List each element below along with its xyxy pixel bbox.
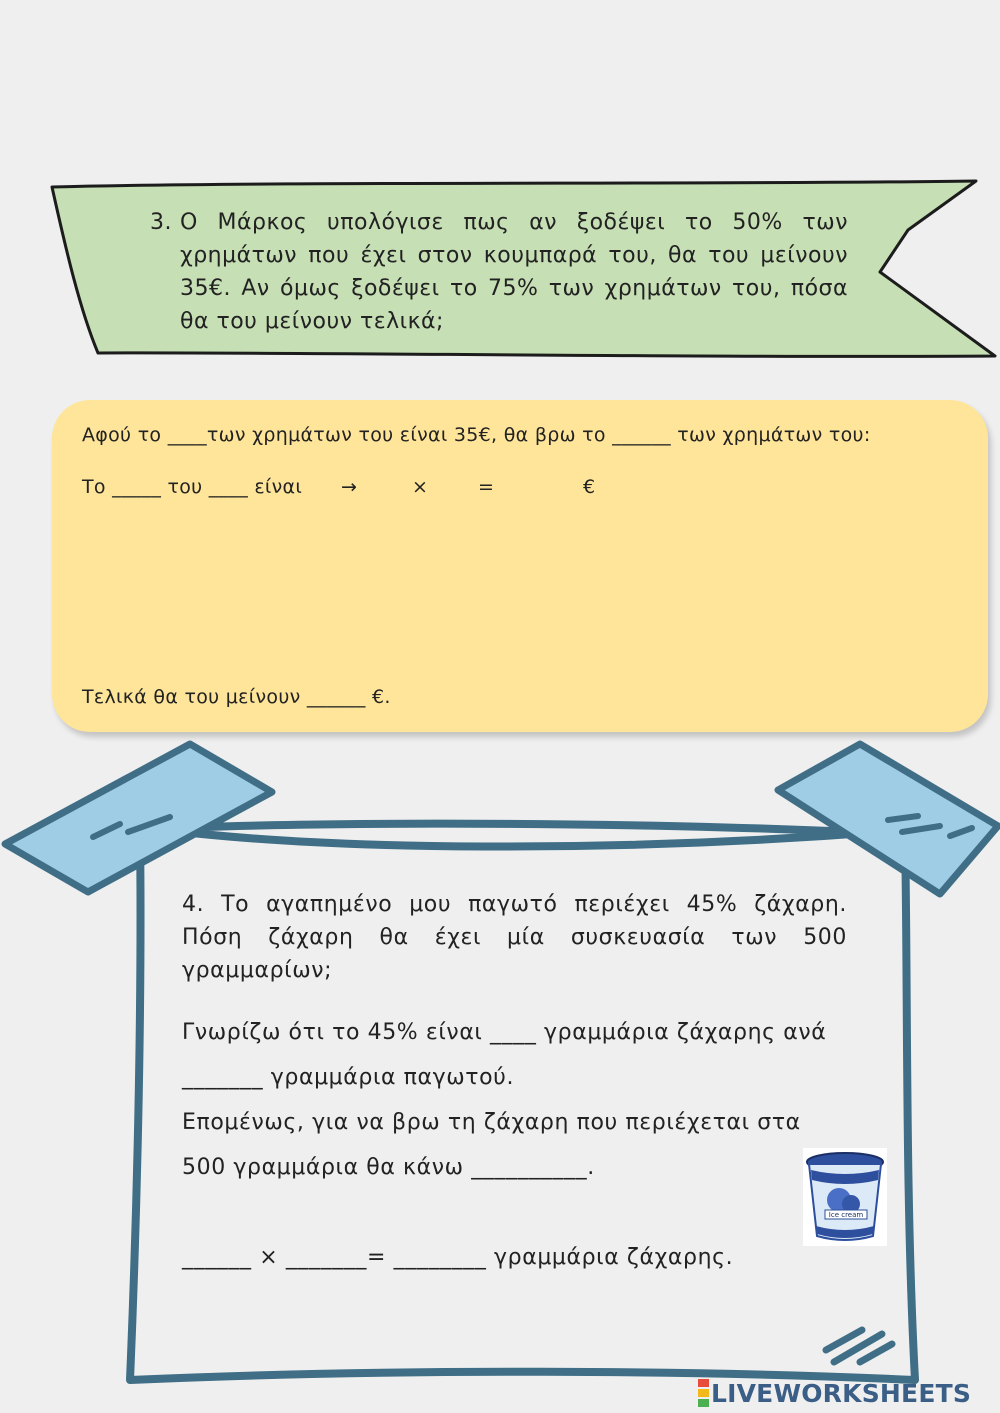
liveworksheets-logo [698,1378,971,1408]
logo-text: LIVEWORKSHEETS [711,1378,972,1408]
question3-number: 3. [150,210,172,235]
question4-line3: Επομένως, για να βρω τη ζάχαρη που περιέχεται στα [182,1110,801,1135]
times-sign: × [412,476,429,498]
euro-sign: € [583,476,596,498]
question3-text-block [150,206,848,338]
question3-ribbon [0,0,1000,400]
question3-answer-box [52,400,988,732]
ice-cream-label: Ice cream [828,1211,864,1219]
question3-final-line: Τελικά θα του μείνουν ______ €. [82,686,391,708]
question4-line4: 500 γραμμάρια θα κάνω __________. [182,1155,595,1180]
ice-cream-tub-icon [803,1148,887,1246]
question4-text-block [182,888,847,987]
question4-line1: Γνωρίζω ότι το 45% είναι ____ γραμμάρια ζάχαρης ανά [182,1020,827,1045]
question3-line2: Το _____ του ____ είναι [82,476,303,498]
logo-blocks-icon [698,1379,709,1407]
right-tape [778,744,998,894]
question3-line1: Αφού το ____των χρημάτων του είναι 35€, θα βρω το ______ των χρημάτων του: [82,424,871,446]
question4-line5: ______ × _______= ________ γραμμάρια ζάχαρης. [182,1245,734,1270]
question3-text: Ο Μάρκος υπολόγισε πως αν ξοδέψει το 50% των χρημάτων που έχει στον κουμπαρά του, θα του μείνουν 35€. Αν όμως ξοδέψει το 75% των χρημάτων του, πόσα θα του μείνουν τελικά; [180,210,848,334]
equals-sign: = [478,476,495,498]
question4-text: Το αγαπημένο μου παγωτό περιέχει 45% ζάχαρη. Πόση ζάχαρη θα έχει μία συσκευασία των 500 γραμμαρίων; [182,892,847,983]
question4-number: 4. [182,892,205,917]
decorative-strokes-icon [826,1330,892,1362]
question4-line2: _______ γραμμάρια παγωτού. [182,1065,515,1090]
arrow-right-icon: → [341,476,358,498]
